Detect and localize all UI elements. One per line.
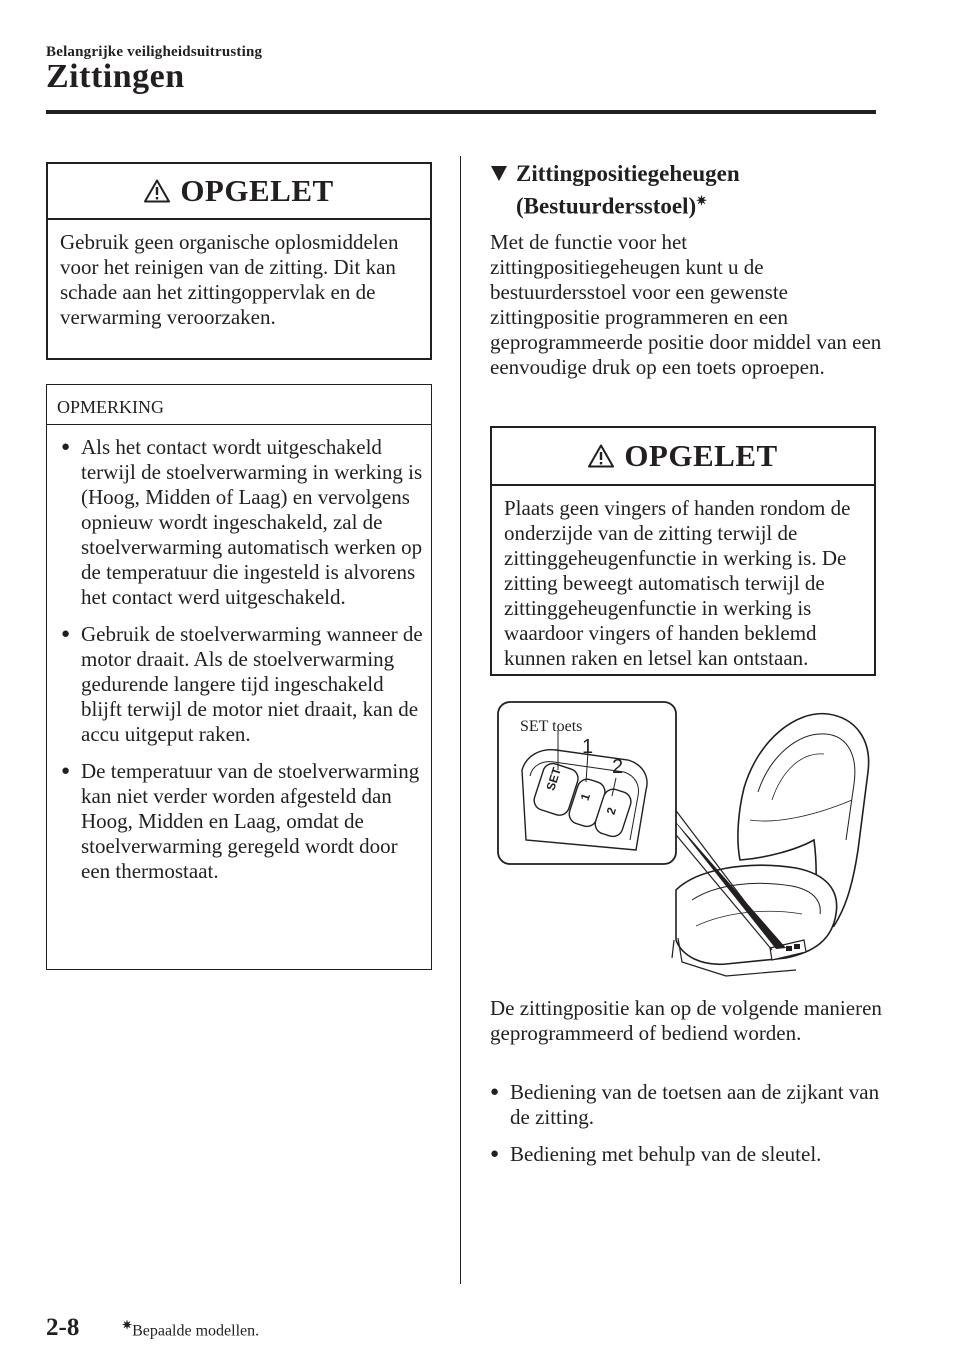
set-button-text: SET [543, 765, 564, 793]
set-button-label: SET toets [520, 718, 583, 735]
memory-1-button-text: 1 [577, 791, 594, 803]
section-label: Belangrijke veiligheidsuitrusting [46, 44, 263, 60]
triangle-marker-icon [490, 164, 508, 182]
caution-box-right [490, 426, 876, 676]
intro-paragraph: Met de functie voor het zittingpositiegeheugen kunt u de bestuurdersstoel voor een gewenste zittingpositie programmeren en een geprogrammeerde positie door middel van een eenvoudige druk op een toets oproepen. [490, 230, 882, 379]
seat-drawing [496, 700, 876, 988]
operation-list [476, 1070, 882, 1179]
list-item-text: Als het contact wordt uitgeschakeld terwijl de stoelverwarming in werking is (Hoog, Midden of Laag) en vervolgens opnieuw wordt ingeschakeld, zal de stoelverwarming automatisch werken op de temperatuur die ingesteld is alvorens het contact werd uitgeschakeld. [81, 435, 423, 609]
footnote [122, 1318, 259, 1340]
note-title: OPMERKING [47, 385, 431, 425]
caution-text: Plaats geen vingers of handen rondom de onderzijde van de zitting terwijl de zittinggeheugenfunctie in werking is. De zitting beweegt automatisch terwijl de zittinggeheugenfunctie in werking is waardoor vingers of handen beklemd kunnen raken en letsel kan ontstaan. [504, 496, 851, 670]
warning-triangle-icon [144, 179, 170, 203]
caution-title: OPGELET [624, 438, 778, 473]
warning-triangle-icon [588, 444, 614, 468]
section-heading [490, 160, 880, 220]
heading-line-1: Zittingpositiegeheugen [516, 161, 740, 186]
footnote-text: Bepaalde modellen. [132, 1322, 260, 1340]
note-box [46, 384, 432, 970]
list-item-text: Bediening met behulp van de sleutel. [510, 1142, 822, 1166]
caution-box-left [46, 162, 432, 360]
memory-2-label: 2 [612, 756, 624, 778]
memory-2-button-text: 2 [603, 805, 620, 817]
list-item: ● Bediening van de toetsen aan de zijkant van de zitting. [490, 1080, 880, 1129]
heading-line-2: (Bestuurdersstoel)✷ [516, 193, 708, 219]
list-item: ● Bediening met behulp van de sleutel. [490, 1142, 822, 1166]
memory-1-label: 1 [582, 736, 594, 758]
caution-text: Gebruik geen organische oplosmiddelen voor het reinigen van de zitting. Dit kan schade aan het zittingoppervlak en de verwarming veroorzaken. [60, 230, 399, 329]
list-item-text: Bediening van de toetsen aan de zijkant van de zitting. [510, 1080, 880, 1129]
list-item-text: Gebruik de stoelverwarming wanneer de motor draait. Als de stoelverwarming gedurende langere tijd ingeschakeld blijft terwijl de motor niet draait, kan de accu uitgeput raken. [81, 622, 423, 746]
asterisk-icon: ✷ [696, 193, 708, 208]
title-rule [46, 110, 876, 114]
list-item: ● Als het contact wordt uitgeschakeld terwijl de stoelverwarming in werking is (Hoog, Midden of Laag) en vervolgens opnieuw wordt ingeschakeld, zal de stoelverwarming automatisch werken op de temperatuur die ingesteld is alvorens het contact werd uitgeschakeld. [61, 435, 423, 609]
caution-title: OPGELET [180, 173, 334, 208]
note-list [47, 425, 431, 884]
list-item-text: De temperatuur van de stoelverwarming kan niet verder worden afgesteld dan Hoog, Midden en Laag, omdat de stoelverwarming geregeld wordt door een thermostaat. [81, 759, 420, 883]
caution-header [48, 164, 430, 220]
caution-header [492, 428, 874, 486]
seat-illustration [496, 700, 876, 988]
asterisk-icon: ✷ [122, 1318, 133, 1332]
column-divider [460, 156, 461, 1284]
page-title: Zittingen [46, 58, 185, 95]
list-item: ● Gebruik de stoelverwarming wanneer de motor draait. Als de stoelverwarming gedurende langere tijd ingeschakeld blijft terwijl de motor niet draait, kan de accu uitgeput raken. [61, 622, 423, 746]
list-item: ● De temperatuur van de stoelverwarming kan niet verder worden afgesteld dan Hoog, Midden en Laag, omdat de stoelverwarming geregeld wordt door een thermostaat. [61, 759, 420, 883]
outro-paragraph: De zittingpositie kan op de volgende manieren geprogrammeerd of bediend worden. [490, 996, 882, 1045]
page-number: 2-8 [46, 1314, 80, 1341]
